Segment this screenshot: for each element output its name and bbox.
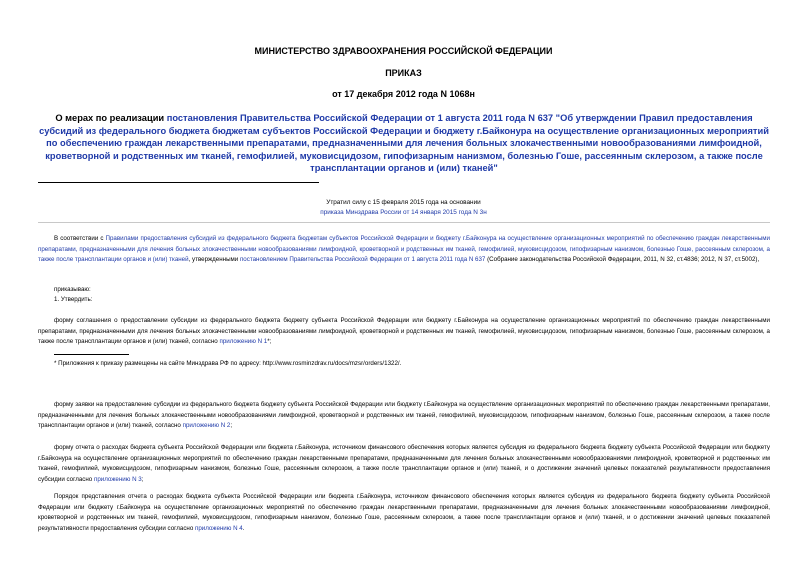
status-divider bbox=[38, 222, 770, 223]
document-title bbox=[38, 112, 770, 175]
procedure-paragraph: Порядок представления отчета о расходах бюджета субъекта Российской Федерации или бюджета г.Байконура, источником финансового обеспечения которых является субсидия из федерального бюджета бюджету субъекта Российской Федерации или бюджету г.Байконура на осуществление организационных мероприятий по обеспечению граждан лекарственными препаратами, предназначенными для лечения больных злокачественными новообразованиями лимфоидной, кроветворной и родственных им тканей, гемофилией, муковисцидозом, гипофизарным нанизмом, болезнью Гоше, рассеянным склерозом, а также после трансплантации органов и (или) тканей, и о достижении значений целевых показателей результативности предоставления субсидии согласно приложению N 4. bbox=[38, 493, 770, 533]
repeal-status-line: Утратил силу с 15 февраля 2015 года на основании bbox=[326, 199, 481, 206]
repeal-order-link-line bbox=[0, 207, 807, 218]
divider-rule bbox=[38, 182, 319, 183]
document-type: ПРИКАЗ bbox=[385, 68, 422, 78]
order-word: приказываю: bbox=[54, 286, 91, 293]
item-1: 1. Утвердить: bbox=[54, 296, 93, 303]
government-decree-link[interactable]: постановлением Правительства Российской Федерации от 1 августа 2011 года N 637 bbox=[239, 256, 486, 264]
appendix-1-link[interactable]: приложению N 1 bbox=[219, 338, 268, 346]
rules-link[interactable]: Правилами предоставления субсидий из федерального бюджета бюджетам субъектов Российской Федерации и бюджету г.Байконура на осуществление организационных мероприятий по обеспечению граждан лекарственными препаратами, предназначенными для лечения больных злокачественными новообразованиями лимфоидной, кроветворной и родственных им тканей, гемофилией, муковисцидозом, гипофизарным нанизмом, болезнью Гоше, рассеянным склерозом, а также после трансплантации органов и (или) тканей bbox=[38, 235, 770, 264]
document-date-number: от 17 декабря 2012 года N 1068н bbox=[332, 89, 475, 99]
preamble-paragraph: В соответствии с Правилами предоставления субсидий из федерального бюджета бюджетам субъектов Российской Федерации и бюджету г.Байконура на осуществление организационных мероприятий по обеспечению граждан лекарственными препаратами, предназначенными для лечения больных злокачественными новообразованиями лимфоидной, кроветворной и родственных им тканей, гемофилией, муковисцидозом, гипофизарным нанизмом, болезнью Гоше, рассеянным склерозом, а также после трансплантации органов и (или) тканей, утвержденными постановлением Правительства Российской Федерации от 1 августа 2011 года N 637 (Собрание законодательства Российской Федерации, 2011, N 32, ст.4836; 2012, N 37, ст.5002), bbox=[38, 235, 770, 264]
footnote: * Приложения к приказу размещены на сайте Минздрава РФ по адресу: http://www.rosminzdrav.ru/docs/mzsr/orders/1322/. bbox=[54, 360, 402, 367]
footnote-rule bbox=[54, 354, 129, 355]
appendix-2-link[interactable]: приложению N 2 bbox=[182, 422, 231, 430]
appendix-4-link[interactable]: приложению N 4 bbox=[195, 525, 243, 533]
form-1-paragraph: форму соглашения о предоставлении субсидии из федерального бюджета бюджету субъекта Российской Федерации или бюджету г.Байконура на осуществление организационных мероприятий по обеспечению граждан лекарственными препаратами, предназначенными для лечения больных злокачественными новообразованиями лимфоидной, кроветворной и родственных им тканей, гемофилией, муковисцидозом, гипофизарным нанизмом, болезнью Гоше, рассеянным склерозом, а также после трансплантации органов и (или) тканей, согласно приложению N 1*; bbox=[38, 317, 770, 346]
form-3-paragraph: форму отчета о расходах бюджета субъекта Российской Федерации или бюджета г.Байконура, источником финансового обеспечения которых является субсидия из федерального бюджета бюджету субъекта Российской Федерации или бюджету г.Байконура на осуществление организационных мероприятий по обеспечению граждан лекарственными препаратами, предназначенными для лечения больных злокачественными новообразованиями лимфоидной, кроветворной и родственных им тканей, гемофилией, муковисцидозом, гипофизарным нанизмом, болезнью Гоше, рассеянным склерозом, а также после трансплантации органов и (или) тканей, и о достижении значений целевых показателей результативности предоставления субсидии согласно приложению N 3; bbox=[38, 444, 770, 484]
title-prefix: О мерах по реализации bbox=[55, 113, 167, 123]
ministry-heading: МИНИСТЕРСТВО ЗДРАВООХРАНЕНИЯ РОССИЙСКОЙ ФЕДЕРАЦИИ bbox=[254, 46, 553, 56]
title-decree-link[interactable]: постановления Правительства Российской Федерации от 1 августа 2011 года N 637 "Об утверждении Правил предоставления субсидий из федерального бюджета бюджетам субъектов Российской Федерации и бюджету г.Байконура на осуществление организационных мероприятий по обеспечению граждан лекарственными препаратами, предназначенными для лечения больных злокачественными новообразованиями лимфоидной, кроветворной и родственных им тканей, гемофилией, муковисцидозом, гипофизарным нанизмом, болезнью Гоше, рассеянным склерозом, а также после трансплантации органов и (или) тканей" bbox=[39, 113, 769, 174]
repeal-order-link[interactable]: приказа Минздрава России от 14 января 2015 года N 3н bbox=[320, 209, 487, 216]
form-2-paragraph: форму заявки на предоставление субсидии из федерального бюджета бюджету субъекта Российской Федерации или бюджету г.Байконура на осуществление организационных мероприятий по обеспечению граждан лекарственными препаратами, предназначенными для лечения больных злокачественными новообразованиями лимфоидной, кроветворной и родственных им тканей, гемофилией, муковисцидозом, гипофизарным нанизмом, болезнью Гоше, рассеянным склерозом, а также после трансплантации органов и (или) тканей, согласно приложению N 2; bbox=[38, 401, 770, 430]
appendix-3-link[interactable]: приложению N 3 bbox=[93, 476, 142, 484]
